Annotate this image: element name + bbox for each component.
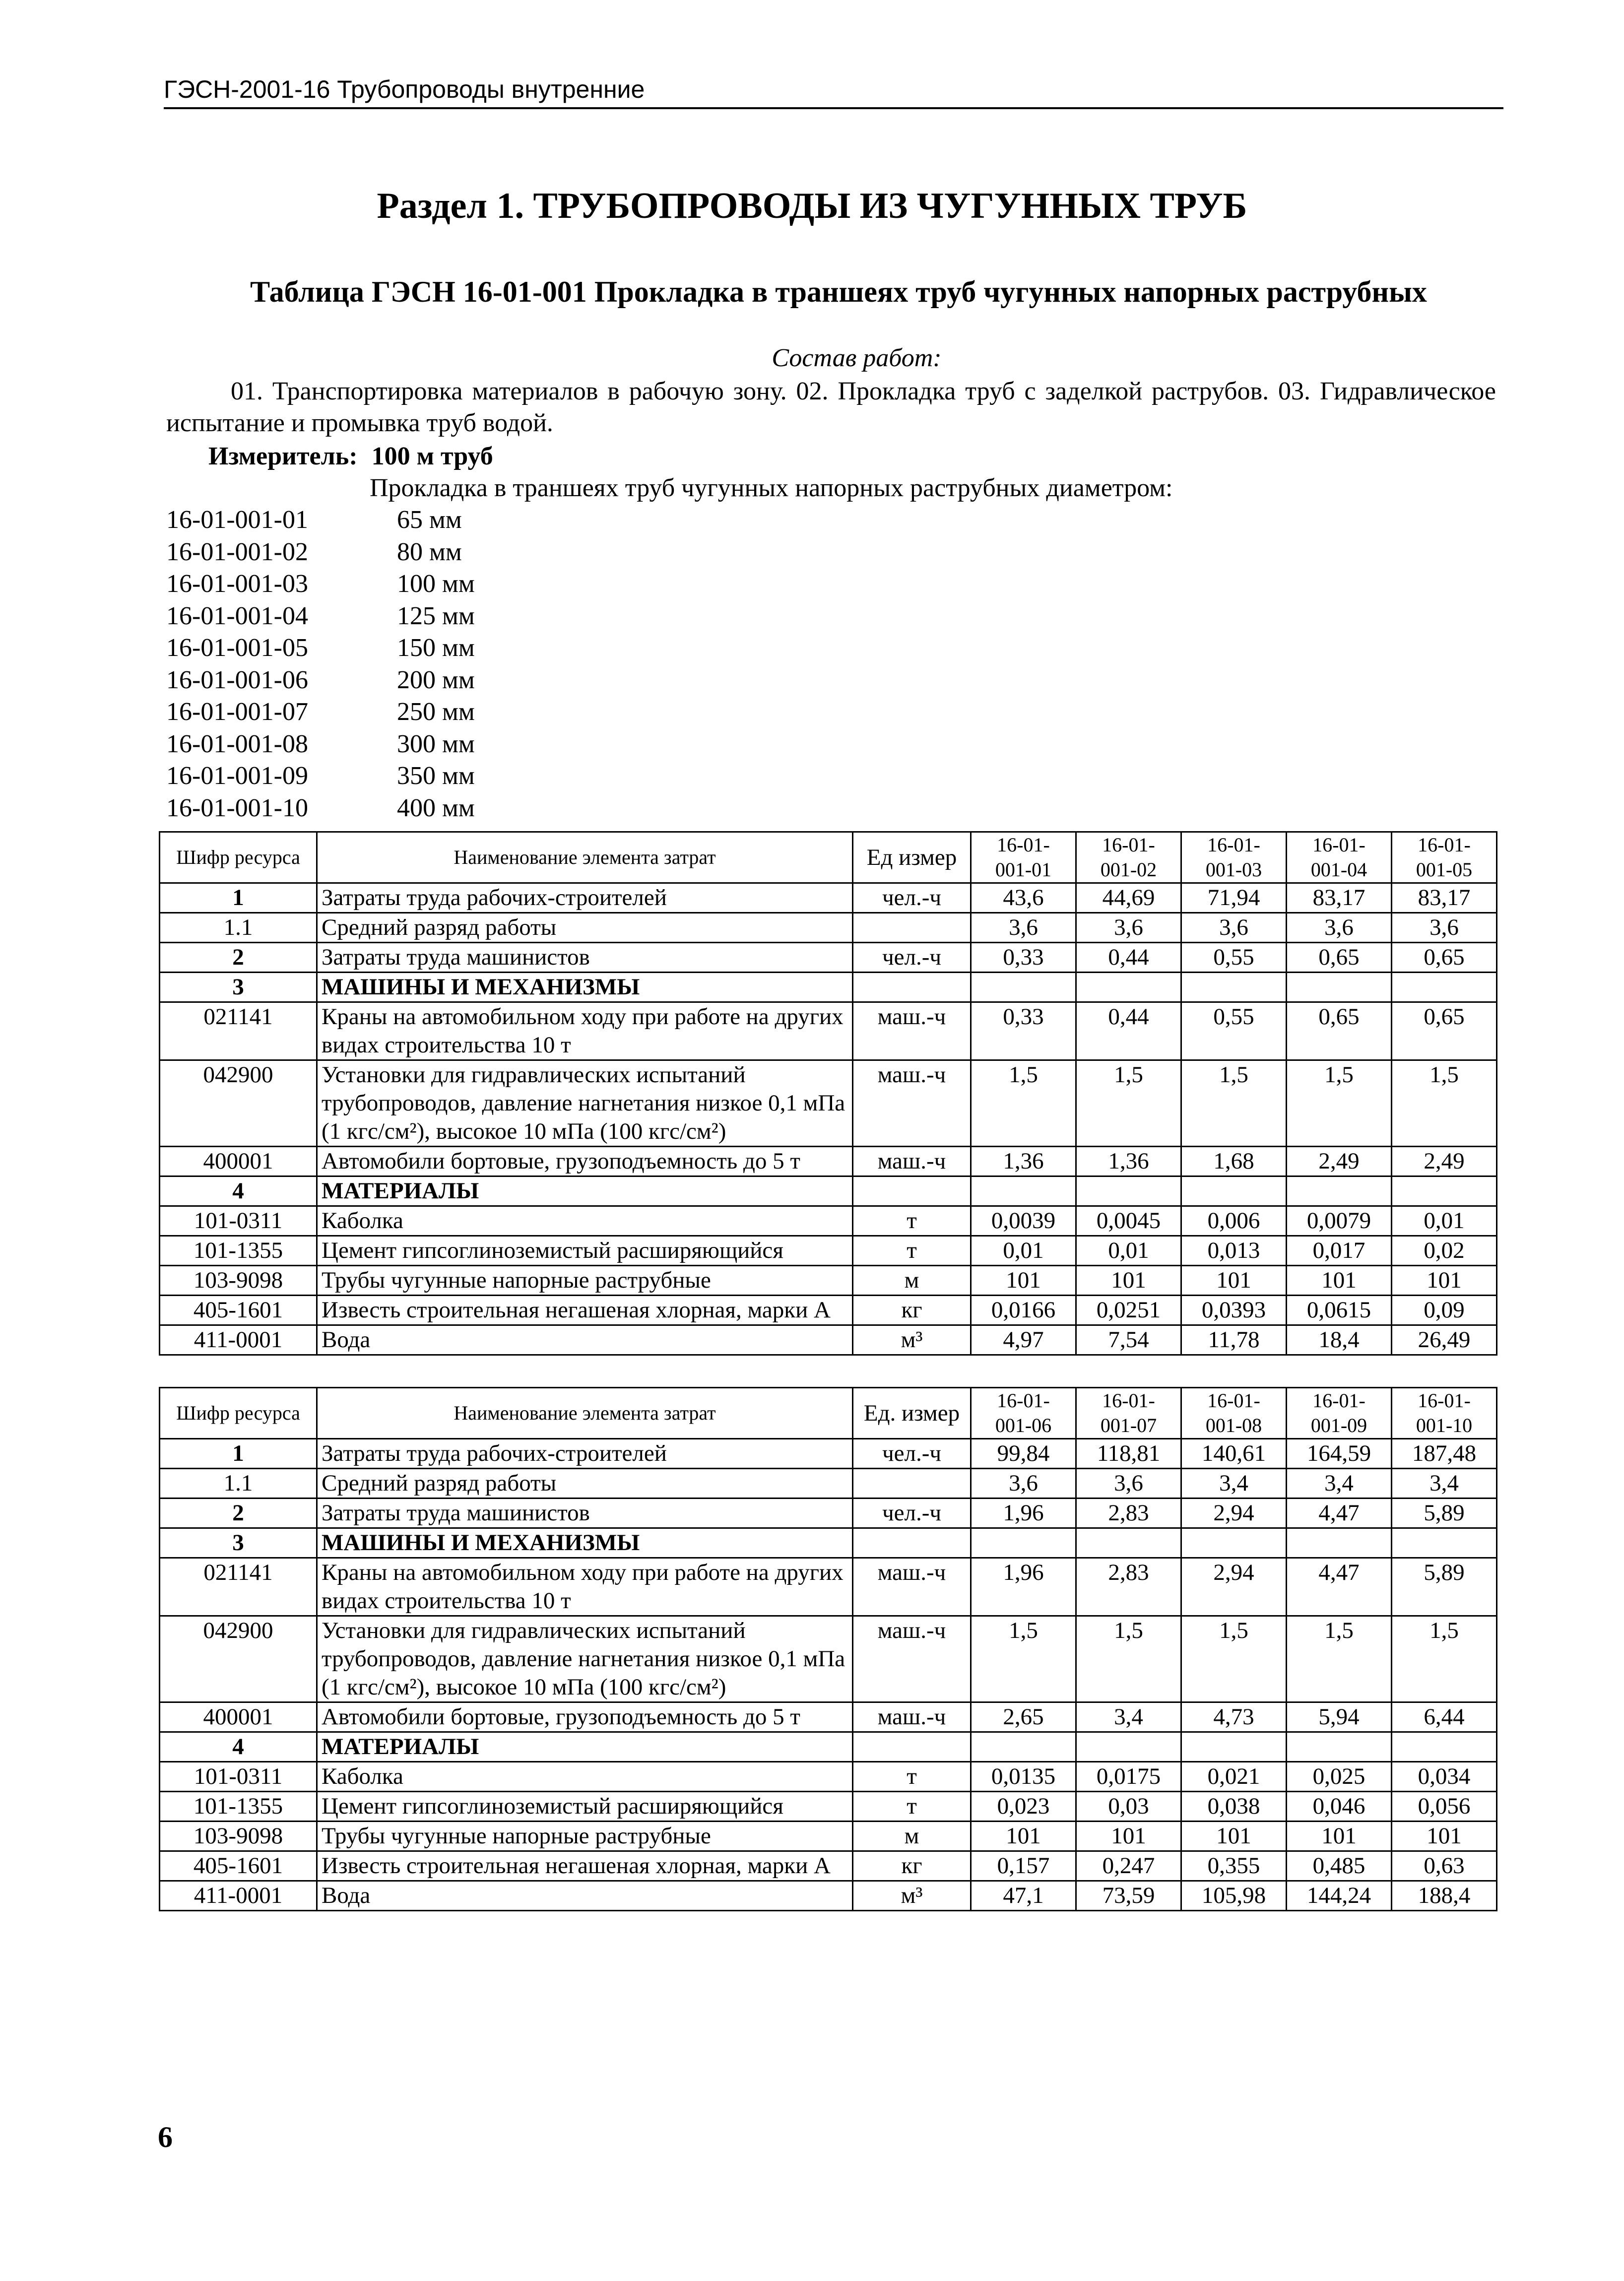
cell-value: 1,5 (971, 1060, 1076, 1147)
cell-value: 101 (1392, 1822, 1497, 1851)
cell-value: 1,5 (1076, 1616, 1181, 1702)
table-row (160, 1469, 1497, 1499)
cell-value: 0,65 (1287, 1002, 1392, 1060)
cell-unit: маш.-ч (853, 1616, 971, 1702)
diameter-intro: Прокладка в траншеях труб чугунных напорных раструбных диаметром: (370, 474, 1173, 502)
cell-code: 101-0311 (160, 1762, 317, 1792)
table-row (160, 973, 1497, 1002)
cell-value: 0,01 (971, 1236, 1076, 1266)
cell-value (1287, 1732, 1392, 1762)
header-name: Наименование элемента затрат (317, 832, 853, 883)
cell-value (1181, 973, 1287, 1002)
code-list-code: 16-01-001-06 (166, 665, 308, 694)
cell-value (1392, 1732, 1497, 1762)
cell-value: 3,6 (971, 913, 1076, 943)
header-col-1: 16-01- 001-01 (971, 832, 1076, 883)
cell-value (1181, 1732, 1287, 1762)
cell-name: Каболка (317, 1206, 853, 1236)
meter (208, 441, 493, 472)
cell-value (1076, 1528, 1181, 1558)
cell-value: 4,97 (971, 1325, 1076, 1355)
code-list-diameter: 125 мм (397, 601, 475, 630)
cell-value: 0,0251 (1076, 1296, 1181, 1325)
cell-value: 4,47 (1287, 1558, 1392, 1616)
cell-code: 405-1601 (160, 1851, 317, 1881)
cell-name: Автомобили бортовые, грузоподъемность до 5 т (317, 1147, 853, 1176)
cell-code: 101-1355 (160, 1792, 317, 1822)
table-row (160, 883, 1497, 913)
cell-value (1181, 1176, 1287, 1206)
code-list-diameter: 150 мм (397, 634, 475, 662)
cell-code: 411-0001 (160, 1881, 317, 1911)
cell-value: 0,33 (971, 1002, 1076, 1060)
table-row (160, 1147, 1497, 1176)
cell-name: Известь строительная негашеная хлорная, марки А (317, 1851, 853, 1881)
cell-code: 400001 (160, 1147, 317, 1176)
code-list-diameter: 250 мм (397, 698, 475, 726)
cell-value: 2,49 (1392, 1147, 1497, 1176)
code-list-diameter: 400 мм (397, 793, 475, 822)
cell-value: 0,038 (1181, 1792, 1287, 1822)
cell-value: 0,355 (1181, 1851, 1287, 1881)
cell-value: 71,94 (1181, 883, 1287, 913)
table-row (160, 1732, 1497, 1762)
cell-name: Установки для гидравлических испытаний трубопроводов, давление нагнетания низкое 0,1 мПа (1 кгс/см²), высокое 10 мПа (100 кгс/см²) (317, 1060, 853, 1147)
cell-value: 118,81 (1076, 1439, 1181, 1469)
page-number: 6 (158, 2121, 173, 2153)
cell-name: Каболка (317, 1762, 853, 1792)
cell-value: 0,09 (1392, 1296, 1497, 1325)
code-list-code: 16-01-001-05 (166, 634, 308, 662)
cell-name: Известь строительная негашеная хлорная, марки А (317, 1296, 853, 1325)
cell-code: 1 (160, 883, 317, 913)
cell-value: 101 (1181, 1822, 1287, 1851)
cell-name: Затраты труда рабочих-строителей (317, 883, 853, 913)
code-list-code: 16-01-001-07 (166, 698, 308, 726)
cell-value: 2,83 (1076, 1558, 1181, 1616)
cell-value: 0,034 (1392, 1762, 1497, 1792)
cell-code: 103-9098 (160, 1822, 317, 1851)
cell-unit: т (853, 1762, 971, 1792)
cell-unit: маш.-ч (853, 1147, 971, 1176)
cell-value (1181, 1528, 1287, 1558)
cell-unit: чел.-ч (853, 1499, 971, 1528)
header-col-3: 16-01- 001-08 (1181, 1388, 1287, 1439)
cell-value: 0,0393 (1181, 1296, 1287, 1325)
cell-name: МАТЕРИАЛЫ (317, 1732, 853, 1762)
code-list-diameter: 350 мм (397, 762, 475, 790)
header-col-3: 16-01- 001-03 (1181, 832, 1287, 883)
code-list-item (166, 536, 762, 569)
cell-value: 1,96 (971, 1499, 1076, 1528)
cell-value: 3,6 (971, 1469, 1076, 1499)
table-header-row (160, 1388, 1497, 1439)
cell-code: 405-1601 (160, 1296, 317, 1325)
cell-value: 101 (971, 1266, 1076, 1296)
cell-unit: чел.-ч (853, 883, 971, 913)
cell-value: 0,025 (1287, 1762, 1392, 1792)
code-list-diameter: 65 мм (397, 506, 462, 534)
cell-value: 3,6 (1287, 913, 1392, 943)
cell-value: 1,5 (1076, 1060, 1181, 1147)
code-list-item (166, 792, 762, 825)
cell-value (971, 1732, 1076, 1762)
cell-value: 3,4 (1287, 1469, 1392, 1499)
cell-code: 1 (160, 1439, 317, 1469)
cell-unit: м³ (853, 1881, 971, 1911)
meter-label: Измеритель: (208, 442, 358, 470)
cell-code: 4 (160, 1732, 317, 1762)
cell-unit: т (853, 1236, 971, 1266)
cell-name: Цемент гипсоглиноземистый расширяющийся (317, 1792, 853, 1822)
cell-value (1392, 1528, 1497, 1558)
cell-value (1287, 1528, 1392, 1558)
table-row (160, 1002, 1497, 1060)
cell-value: 0,55 (1181, 1002, 1287, 1060)
cell-value: 1,5 (1181, 1616, 1287, 1702)
cell-value (1287, 1176, 1392, 1206)
cell-name: Средний разряд работы (317, 1469, 853, 1499)
cell-value: 1,36 (1076, 1147, 1181, 1176)
cell-value: 0,023 (971, 1792, 1076, 1822)
code-list-item (166, 568, 762, 600)
cell-value: 0,03 (1076, 1792, 1181, 1822)
cell-unit (853, 1732, 971, 1762)
table-row (160, 913, 1497, 943)
cell-value (971, 1176, 1076, 1206)
resource-table-2 (159, 1387, 1497, 1911)
composition-heading: Состав работ: (772, 344, 942, 372)
table-row (160, 1325, 1497, 1355)
cell-value: 3,6 (1181, 913, 1287, 943)
cell-name: МАШИНЫ И МЕХАНИЗМЫ (317, 973, 853, 1002)
cell-unit: т (853, 1792, 971, 1822)
cell-value: 101 (1076, 1266, 1181, 1296)
code-list-code: 16-01-001-01 (166, 506, 308, 534)
cell-name: Средний разряд работы (317, 913, 853, 943)
cell-code: 042900 (160, 1616, 317, 1702)
cell-unit: кг (853, 1851, 971, 1881)
table-row (160, 1060, 1497, 1147)
cell-code: 411-0001 (160, 1325, 317, 1355)
cell-value: 0,55 (1181, 943, 1287, 973)
cell-value (1076, 973, 1181, 1002)
cell-value: 0,44 (1076, 1002, 1181, 1060)
cell-value (1392, 1176, 1497, 1206)
resource-table-1 (159, 831, 1497, 1356)
cell-value: 11,78 (1181, 1325, 1287, 1355)
cell-value: 0,44 (1076, 943, 1181, 973)
cell-name: МАШИНЫ И МЕХАНИЗМЫ (317, 1528, 853, 1558)
cell-code: 400001 (160, 1702, 317, 1732)
header-col-1: 16-01- 001-06 (971, 1388, 1076, 1439)
cell-code: 2 (160, 1499, 317, 1528)
cell-unit (853, 1176, 971, 1206)
cell-value: 0,006 (1181, 1206, 1287, 1236)
cell-value: 1,5 (1392, 1060, 1497, 1147)
table-row (160, 1851, 1497, 1881)
cell-value: 1,5 (1287, 1616, 1392, 1702)
cell-value (1287, 973, 1392, 1002)
cell-name: Цемент гипсоглиноземистый расширяющийся (317, 1236, 853, 1266)
section-title: Раздел 1. ТРУБОПРОВОДЫ ИЗ ЧУГУННЫХ ТРУБ (377, 186, 1247, 226)
table-row (160, 1822, 1497, 1851)
cell-value: 0,01 (1076, 1236, 1181, 1266)
cell-value: 0,02 (1392, 1236, 1497, 1266)
cell-value (1076, 1732, 1181, 1762)
table-header-row (160, 832, 1497, 883)
cell-value: 188,4 (1392, 1881, 1497, 1911)
cell-code: 1.1 (160, 913, 317, 943)
cell-value: 0,157 (971, 1851, 1076, 1881)
code-list-item (166, 632, 762, 664)
table-title: Таблица ГЭСН 16-01-001 Прокладка в траншеях труб чугунных напорных раструбных (250, 275, 1427, 308)
meter-value: 100 м труб (371, 442, 493, 470)
cell-unit: чел.-ч (853, 943, 971, 973)
cell-value: 4,73 (1181, 1702, 1287, 1732)
header-name: Наименование элемента затрат (317, 1388, 853, 1439)
cell-value: 0,013 (1181, 1236, 1287, 1266)
cell-value: 0,63 (1392, 1851, 1497, 1881)
cell-value: 101 (971, 1822, 1076, 1851)
cell-value: 101 (1392, 1266, 1497, 1296)
cell-value: 0,0039 (971, 1206, 1076, 1236)
cell-value: 1,36 (971, 1147, 1076, 1176)
cell-value: 5,94 (1287, 1702, 1392, 1732)
cell-code: 3 (160, 973, 317, 1002)
code-list-item (166, 696, 762, 728)
cell-value: 0,33 (971, 943, 1076, 973)
cell-name: Вода (317, 1881, 853, 1911)
cell-value: 1,5 (1392, 1616, 1497, 1702)
cell-value: 0,046 (1287, 1792, 1392, 1822)
cell-value: 1,5 (1181, 1060, 1287, 1147)
cell-value: 0,0079 (1287, 1206, 1392, 1236)
cell-code: 4 (160, 1176, 317, 1206)
cell-value: 4,47 (1287, 1499, 1392, 1528)
cell-value: 3,6 (1076, 913, 1181, 943)
cell-code: 2 (160, 943, 317, 973)
code-list-item (166, 728, 762, 761)
cell-value: 0,056 (1392, 1792, 1497, 1822)
cell-value: 0,0045 (1076, 1206, 1181, 1236)
header-code: Шифр ресурса (160, 832, 317, 883)
running-head: ГЭСН-2001-16 Трубопроводы внутренние (164, 74, 1503, 109)
cell-value: 187,48 (1392, 1439, 1497, 1469)
code-list-item (166, 600, 762, 633)
cell-value: 2,83 (1076, 1499, 1181, 1528)
cell-unit (853, 973, 971, 1002)
cell-name: Вода (317, 1325, 853, 1355)
cell-value: 105,98 (1181, 1881, 1287, 1911)
code-list-diameter: 80 мм (397, 537, 462, 566)
cell-value: 73,59 (1076, 1881, 1181, 1911)
cell-code: 042900 (160, 1060, 317, 1147)
cell-value (1392, 973, 1497, 1002)
cell-unit: кг (853, 1296, 971, 1325)
cell-value: 47,1 (971, 1881, 1076, 1911)
table-row (160, 1881, 1497, 1911)
cell-value: 0,65 (1287, 943, 1392, 973)
cell-unit: маш.-ч (853, 1558, 971, 1616)
code-list-item (166, 760, 762, 792)
cell-unit (853, 1469, 971, 1499)
table-row (160, 1266, 1497, 1296)
cell-name: Затраты труда рабочих-строителей (317, 1439, 853, 1469)
cell-name: Краны на автомобильном ходу при работе на других видах строительства 10 т (317, 1558, 853, 1616)
cell-value: 101 (1076, 1822, 1181, 1851)
cell-name: Установки для гидравлических испытаний трубопроводов, давление нагнетания низкое 0,1 мПа (1 кгс/см²), высокое 10 мПа (100 кгс/см²) (317, 1616, 853, 1702)
cell-value: 101 (1287, 1822, 1392, 1851)
code-list-item (166, 504, 762, 536)
cell-unit: м (853, 1822, 971, 1851)
table-row (160, 1176, 1497, 1206)
table-row (160, 1206, 1497, 1236)
cell-name: Затраты труда машинистов (317, 943, 853, 973)
cell-name: МАТЕРИАЛЫ (317, 1176, 853, 1206)
cell-unit (853, 1528, 971, 1558)
cell-value: 26,49 (1392, 1325, 1497, 1355)
header-col-4: 16-01- 001-04 (1287, 832, 1392, 883)
cell-value: 3,4 (1181, 1469, 1287, 1499)
cell-value: 3,4 (1076, 1702, 1181, 1732)
cell-value: 99,84 (971, 1439, 1076, 1469)
table-row (160, 1236, 1497, 1266)
cell-value: 140,61 (1181, 1439, 1287, 1469)
code-list-diameter: 300 мм (397, 729, 475, 758)
code-list-code: 16-01-001-10 (166, 793, 308, 822)
cell-value: 3,4 (1392, 1469, 1497, 1499)
cell-value (971, 1528, 1076, 1558)
cell-value: 5,89 (1392, 1499, 1497, 1528)
cell-value: 43,6 (971, 883, 1076, 913)
cell-value: 3,6 (1076, 1469, 1181, 1499)
cell-value: 18,4 (1287, 1325, 1392, 1355)
cell-value: 3,6 (1392, 913, 1497, 943)
cell-value: 0,017 (1287, 1236, 1392, 1266)
cell-value: 0,01 (1392, 1206, 1497, 1236)
table-row (160, 1439, 1497, 1469)
table-row (160, 1792, 1497, 1822)
cell-value: 1,5 (1287, 1060, 1392, 1147)
cell-value: 1,96 (971, 1558, 1076, 1616)
table-row (160, 1499, 1497, 1528)
cell-unit: маш.-ч (853, 1060, 971, 1147)
cell-value: 0,021 (1181, 1762, 1287, 1792)
cell-code: 1.1 (160, 1469, 317, 1499)
table-row (160, 1296, 1497, 1325)
composition-text: 01. Транспортировка материалов в рабочую зону. 02. Прокладка труб с заделкой раструбов. 03. Гидравлическое испытание и промывка труб водой. (166, 377, 1496, 437)
header-unit: Ед. измер (853, 1388, 971, 1439)
cell-value: 0,0175 (1076, 1762, 1181, 1792)
header-unit: Ед измер (853, 832, 971, 883)
cell-value: 2,94 (1181, 1499, 1287, 1528)
cell-code: 101-1355 (160, 1236, 317, 1266)
header-col-2: 16-01- 001-07 (1076, 1388, 1181, 1439)
cell-unit (853, 913, 971, 943)
cell-unit: м (853, 1266, 971, 1296)
code-list-diameter: 200 мм (397, 665, 475, 694)
code-list-diameter: 100 мм (397, 570, 475, 598)
code-list-code: 16-01-001-04 (166, 601, 308, 630)
cell-unit: чел.-ч (853, 1439, 971, 1469)
cell-value: 83,17 (1287, 883, 1392, 913)
cell-value: 164,59 (1287, 1439, 1392, 1469)
table-row (160, 1528, 1497, 1558)
cell-code: 101-0311 (160, 1206, 317, 1236)
cell-name: Трубы чугунные напорные раструбные (317, 1266, 853, 1296)
code-list-code: 16-01-001-02 (166, 537, 308, 566)
cell-value: 1,68 (1181, 1147, 1287, 1176)
header-col-5: 16-01- 001-05 (1392, 832, 1497, 883)
cell-value: 0,0166 (971, 1296, 1076, 1325)
cell-code: 021141 (160, 1558, 317, 1616)
cell-value: 5,89 (1392, 1558, 1497, 1616)
cell-value: 0,0135 (971, 1762, 1076, 1792)
code-list-item (166, 664, 762, 697)
cell-value (971, 973, 1076, 1002)
cell-value: 2,94 (1181, 1558, 1287, 1616)
cell-unit: маш.-ч (853, 1002, 971, 1060)
code-list-code: 16-01-001-03 (166, 570, 308, 598)
cell-value: 101 (1181, 1266, 1287, 1296)
cell-value: 0,247 (1076, 1851, 1181, 1881)
cell-value: 0,0615 (1287, 1296, 1392, 1325)
cell-value: 6,44 (1392, 1702, 1497, 1732)
cell-unit: т (853, 1206, 971, 1236)
table-row (160, 1762, 1497, 1792)
code-list-code: 16-01-001-08 (166, 729, 308, 758)
cell-value (1076, 1176, 1181, 1206)
cell-value: 2,65 (971, 1702, 1076, 1732)
cell-value: 7,54 (1076, 1325, 1181, 1355)
cell-value: 44,69 (1076, 883, 1181, 913)
cell-name: Трубы чугунные напорные раструбные (317, 1822, 853, 1851)
code-list (166, 504, 762, 824)
cell-value: 0,65 (1392, 1002, 1497, 1060)
cell-value: 144,24 (1287, 1881, 1392, 1911)
cell-value: 0,485 (1287, 1851, 1392, 1881)
cell-value: 101 (1287, 1266, 1392, 1296)
header-col-5: 16-01- 001-10 (1392, 1388, 1497, 1439)
cell-code: 3 (160, 1528, 317, 1558)
cell-name: Краны на автомобильном ходу при работе на других видах строительства 10 т (317, 1002, 853, 1060)
cell-value: 83,17 (1392, 883, 1497, 913)
code-list-code: 16-01-001-09 (166, 762, 308, 790)
cell-name: Автомобили бортовые, грузоподъемность до 5 т (317, 1702, 853, 1732)
header-code: Шифр ресурса (160, 1388, 317, 1439)
table-row (160, 1616, 1497, 1702)
table-row (160, 1558, 1497, 1616)
cell-code: 103-9098 (160, 1266, 317, 1296)
cell-value: 2,49 (1287, 1147, 1392, 1176)
cell-code: 021141 (160, 1002, 317, 1060)
header-col-4: 16-01- 001-09 (1287, 1388, 1392, 1439)
table-row (160, 943, 1497, 973)
cell-name: Затраты труда машинистов (317, 1499, 853, 1528)
cell-unit: маш.-ч (853, 1702, 971, 1732)
cell-value: 0,65 (1392, 943, 1497, 973)
cell-value: 1,5 (971, 1616, 1076, 1702)
header-col-2: 16-01- 001-02 (1076, 832, 1181, 883)
cell-unit: м³ (853, 1325, 971, 1355)
table-row (160, 1702, 1497, 1732)
